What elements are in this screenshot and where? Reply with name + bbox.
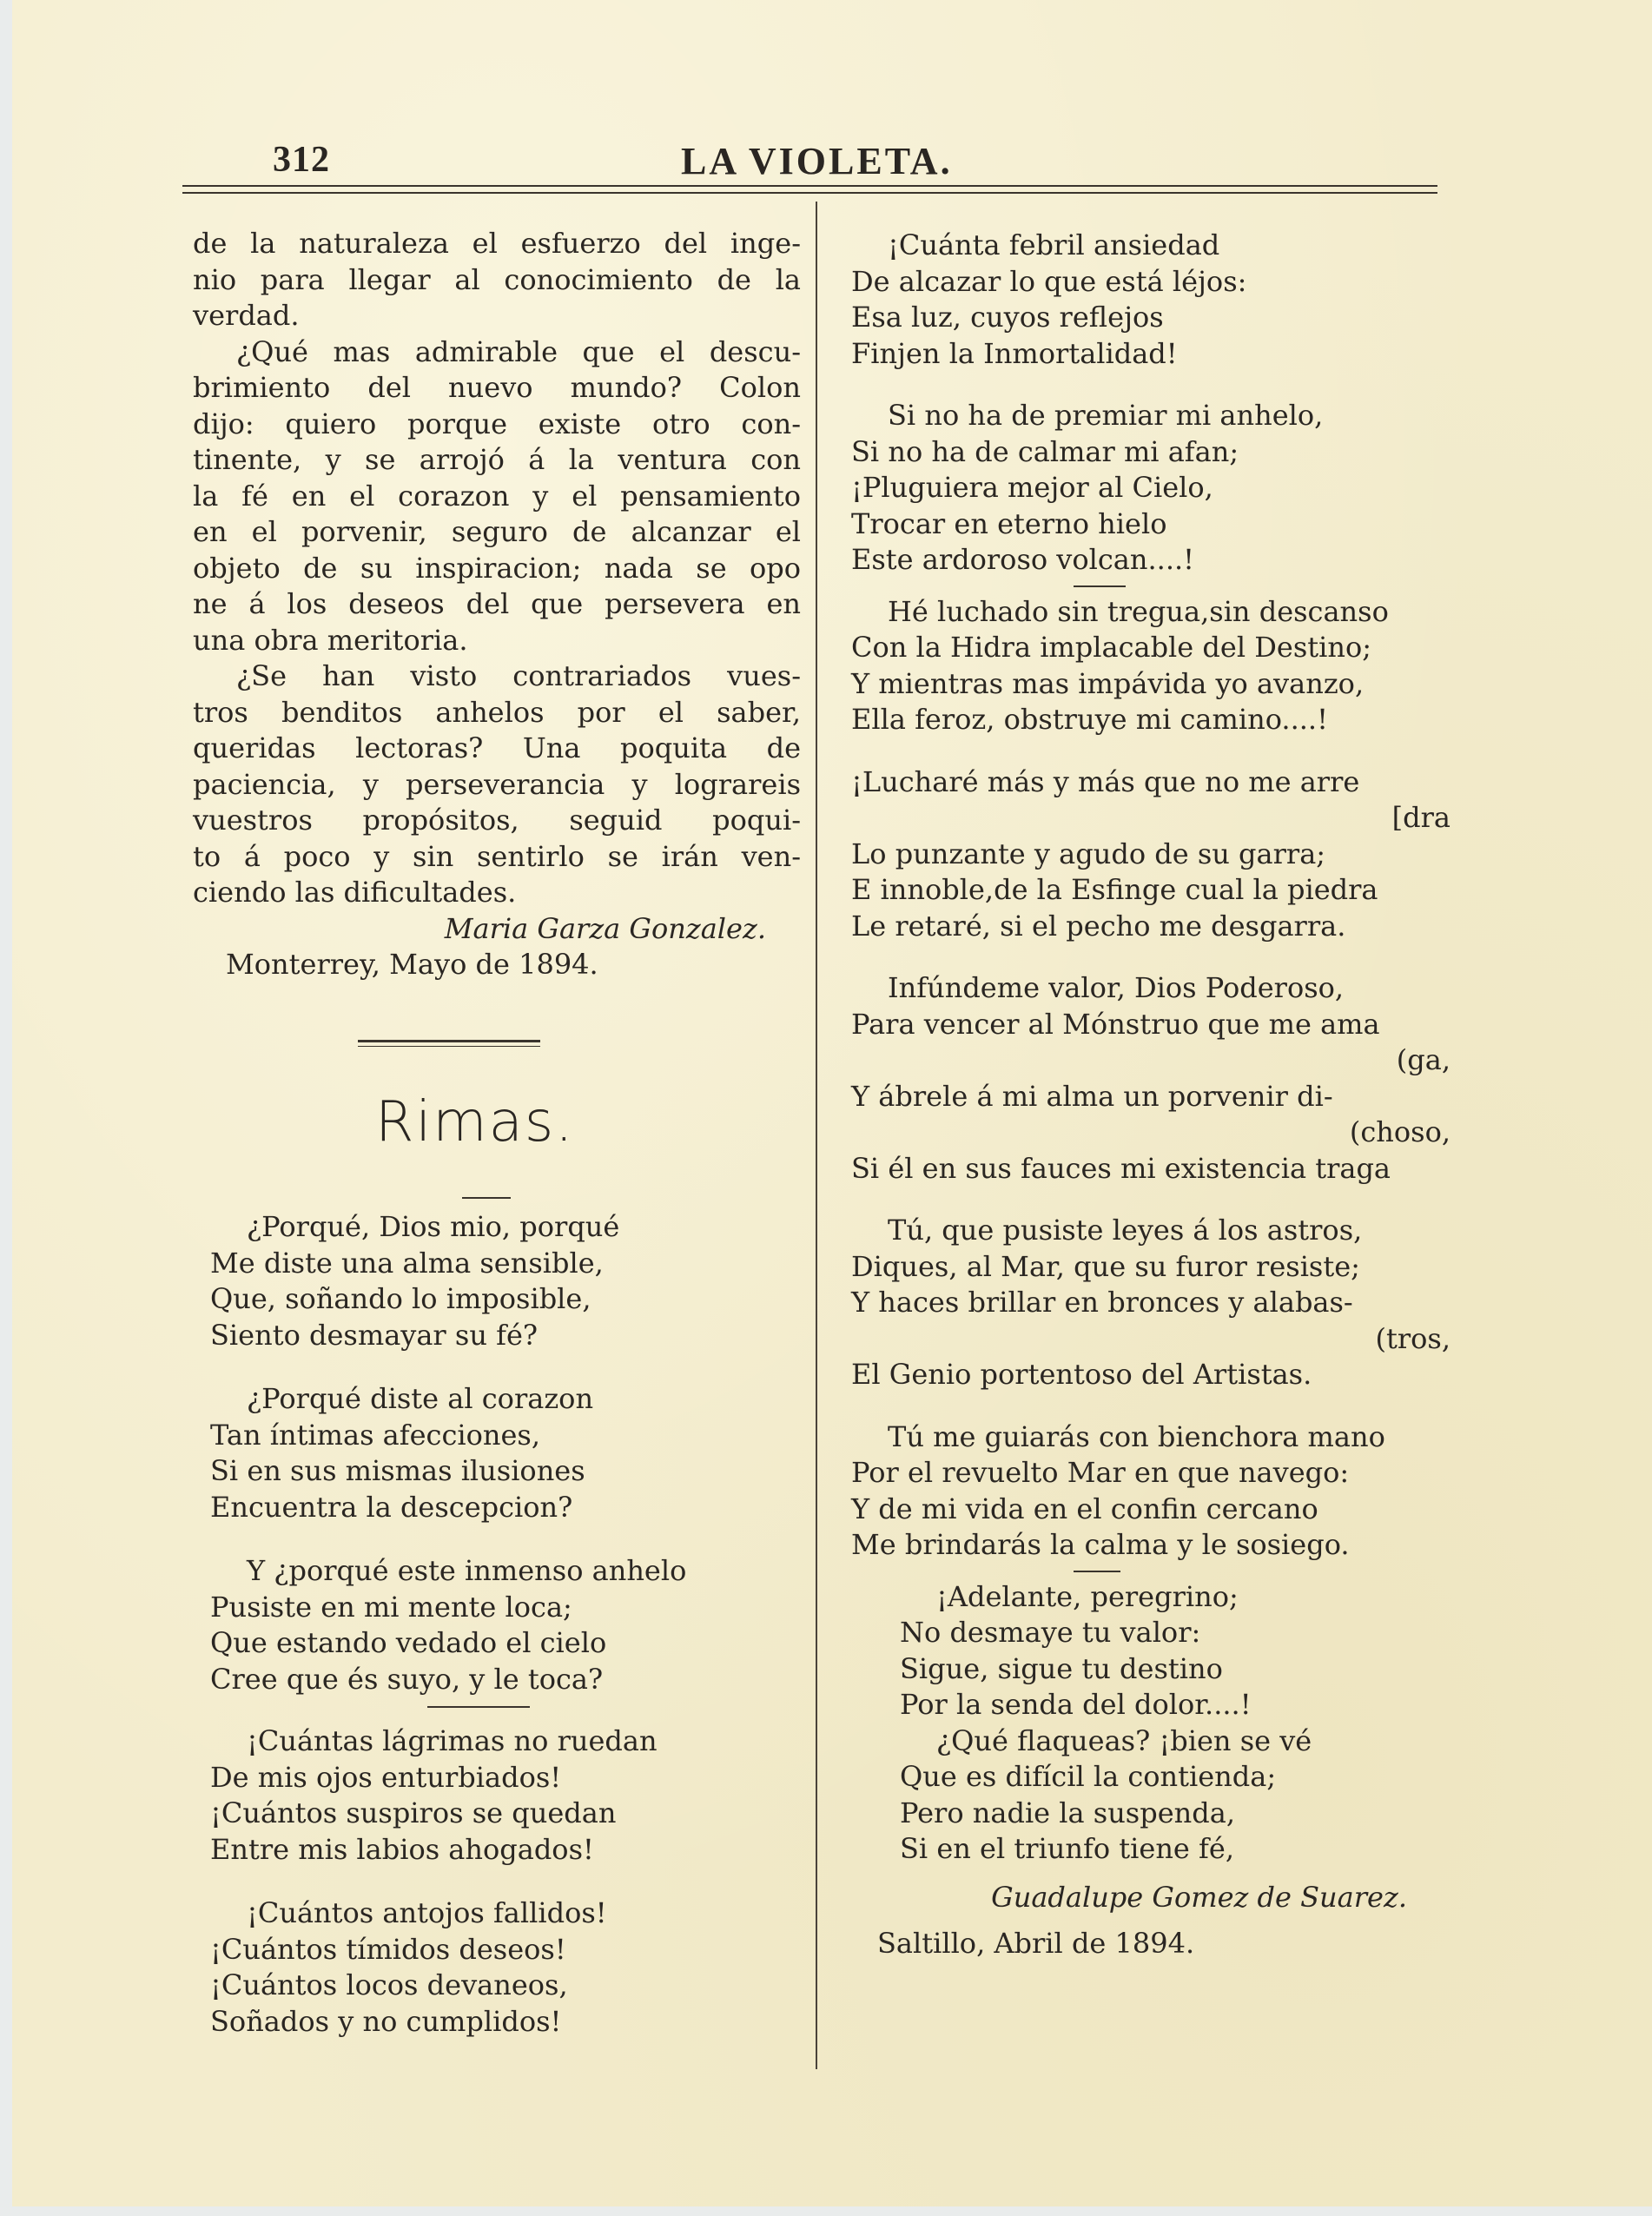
verse-line: Diques, al Mar, que su furor resiste; [851,1249,1360,1283]
verse-line: ¡Cuántos tímidos deseos! [210,1932,566,1966]
verse-line: Este ardoroso volcan....! [851,543,1195,576]
verse-line: Encuentra la descepcion? [210,1490,573,1524]
prose-line: vuestros propósitos, seguid poqui- [193,804,801,837]
section-divider-thin [358,1046,540,1047]
verse-line: ¡Adelante, peregrino; [936,1579,1239,1613]
poem-title: Rimas. [375,1090,575,1154]
verse-line: ¡Cuántos locos devaneos, [210,1968,568,2001]
verse-line: Cree que és suyo, y le toca? [210,1662,604,1696]
verse-line: Me brindarás la calma y le sosiego. [851,1528,1350,1561]
prose-line: tros benditos anhelos por el saber, [193,695,801,729]
stanza [851,970,1459,1187]
verse-line: Siento desmayar su fé? [210,1318,539,1352]
verse-line: Pusiste en mi mente loca; [210,1590,572,1624]
verse-line: Esa luz, cuyos reflejos [851,301,1164,334]
stanza-divider [1074,1571,1120,1572]
prose-line: ¿Se han visto contrariados vues- [236,659,801,692]
prose-line: verdad. [193,299,300,332]
place-date: Saltillo, Abril de 1894. [877,1927,1195,1960]
verse-line: ¡Cuántas lágrimas no ruedan [247,1724,657,1757]
verse-line: Finjen la Inmortalidad! [851,336,1178,370]
verse-line: El Genio portentoso del Artistas. [851,1358,1312,1391]
verse-line: ¡Lucharé más y más que no me arre [851,764,1360,798]
verse-line: ¡Cuántos suspiros se quedan [210,1796,617,1829]
verse-line: Entre mis labios ahogados! [210,1832,594,1866]
verse-line-carryover: [dra [1391,801,1450,834]
verse-line: Pero nadie la suspenda, [900,1796,1235,1829]
stanza [210,1381,801,1525]
verse-line: Hé luchado sin tregua,sin descanso [888,594,1389,628]
author-signature: Maria Garza Gonzalez. [444,911,766,945]
poem-left-column [210,1209,801,2040]
verse-line: Y mientras mas impávida yo avanzo, [851,666,1365,700]
section-divider [358,1040,540,1042]
stanza [851,1419,1459,1564]
prose-line: en el porvenir, seguro de alcanzar el [193,515,801,548]
verse-line: Ella feroz, obstruye mi camino....! [851,703,1328,736]
prose-line: ciendo las dificultades. [193,876,517,909]
verse-line-carryover: (tros, [1375,1321,1450,1355]
verse-line: Le retaré, si el pecho me desgarra. [851,909,1346,943]
verse-line: Y ábrele á mi alma un porvenir di- [851,1079,1333,1113]
stanza [851,594,1459,738]
verse-line: Y ¿porqué este inmenso anhelo [247,1554,687,1587]
prose-line: una obra meritoria. [193,623,468,657]
verse-line: Si en sus mismas ilusiones [210,1454,585,1487]
stanza [210,1553,801,1697]
prose-line: to á poco y sin sentirlo se irán ven- [193,839,801,873]
prose-line: nio para llegar al conocimiento de la [193,262,801,296]
prose-line: brimiento del nuevo mundo? Colon [193,371,801,404]
stanza [210,1895,801,2040]
prose-line: ¿Qué mas admirable que el descu- [236,334,801,368]
publication-title: LA VIOLETA. [681,140,953,182]
left-column [193,226,801,983]
verse-line: Para vencer al Mónstruo que me ama [851,1007,1380,1041]
prose-line: queridas lectoras? Una poquita de [193,731,801,764]
stanza [851,1579,1459,1723]
stanza [851,1213,1459,1393]
newspaper-page [12,0,1652,2206]
verse-line: ¡Pluguiera mejor al Cielo, [851,471,1213,504]
verse-line: Que estando vedado el cielo [210,1626,607,1659]
prose-line: paciencia, y perseverancia y lograreis [193,767,801,801]
verse-line: Si no ha de premiar mi anhelo, [888,399,1324,432]
prose-line: objeto de su inspiracion; nada se opo [193,551,801,585]
verse-line: Por el revuelto Mar en que navego: [851,1456,1350,1489]
stanza [851,764,1459,945]
verse-line: ¿Porqué, Dios mio, porqué [247,1210,620,1243]
verse-line-carryover: (ga, [1396,1043,1450,1076]
verse-line: ¿Porqué diste al corazon [247,1382,594,1415]
place-date: Monterrey, Mayo de 1894. [226,948,598,981]
verse-line: Si en el triunfo tiene fé, [900,1832,1234,1865]
verse-line: De alcazar lo que está léjos: [851,264,1247,298]
verse-line: Si no ha de calmar mi afan; [851,434,1239,468]
verse-line: ¿Qué flaqueas? ¡bien se vé [936,1723,1312,1757]
stanza [851,228,1459,372]
prose-line: tinente, y se arrojó á la ventura con [193,443,801,476]
verse-line: Con la Hidra implacable del Destino; [851,631,1371,664]
verse-line: Que, soñando lo imposible, [210,1282,591,1315]
verse-line: Sigue, sigue tu destino [900,1651,1223,1685]
verse-line: Trocar en eterno hielo [851,506,1167,540]
verse-line: Que es difícil la contienda; [900,1760,1277,1793]
title-rule [462,1197,511,1199]
verse-line: No desmaye tu valor: [900,1616,1201,1649]
stanza-divider [427,1706,530,1708]
author-signature: Guadalupe Gomez de Suarez. [991,1880,1407,1914]
header-rule-bottom [182,192,1437,194]
prose-line: de la naturaleza el esfuerzo del inge- [193,227,801,260]
prose-line: ne á los deseos del que persevera en [193,587,801,620]
verse-line: Y haces brillar en bronces y alabas- [851,1286,1353,1319]
verse-line: Infúndeme valor, Dios Poderoso, [888,971,1345,1004]
stanza [210,1209,801,1353]
verse-line: E innoble,de la Esfinge cual la piedra [851,873,1378,906]
header-rule-top [182,185,1437,187]
verse-line: ¡Cuántos antojos fallidos! [247,1896,607,1929]
verse-line: Lo punzante y agudo de su garra; [851,837,1326,870]
stanza-divider [1074,585,1126,587]
verse-line: Por la senda del dolor....! [900,1688,1252,1721]
verse-line: Y de mi vida en el confin cercano [851,1492,1318,1525]
verse-line: Soñados y no cumplidos! [210,2004,562,2038]
verse-line-carryover: (choso, [1349,1115,1450,1148]
page-number: 312 [273,140,330,180]
stanza [851,1723,1459,1868]
prose-line: dijo: quiero porque existe otro con- [193,407,801,440]
verse-line: Tú me guiarás con bienchora mano [888,1419,1385,1453]
stanza [851,398,1459,579]
verse-line: Tú, que pusiste leyes á los astros, [888,1214,1363,1247]
column-divider [816,202,817,2069]
prose-line: la fé en el corazon y el pensamiento [193,479,801,513]
verse-line: ¡Cuánta febril ansiedad [888,228,1220,261]
verse-line: Tan íntimas afecciones, [210,1418,541,1452]
stanza [210,1723,801,1868]
verse-line: Me diste una alma sensible, [210,1246,604,1280]
poem-right-column [851,228,1459,1962]
verse-line: De mis ojos enturbiados! [210,1760,562,1794]
verse-line: Si él en sus fauces mi existencia traga [851,1151,1391,1185]
